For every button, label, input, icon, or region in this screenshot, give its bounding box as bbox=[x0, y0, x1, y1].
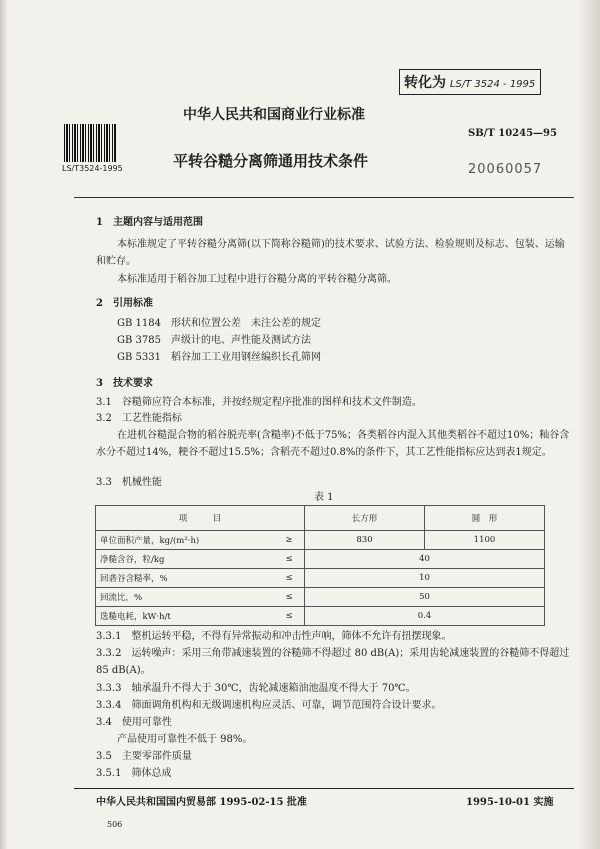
document-title: 平转谷糙分离筛通用技术条件 bbox=[173, 152, 369, 170]
clause-3-3-title: 3.3 机械性能 bbox=[96, 477, 162, 488]
table-row bbox=[96, 569, 545, 588]
scan-right-edge bbox=[578, 0, 600, 849]
serial-number: 20060057 bbox=[468, 162, 543, 177]
row-symbol: ≤ bbox=[274, 550, 305, 569]
page-number: 506 bbox=[107, 820, 123, 829]
clause-3-5-1-title: 3.5.1 筛体总成 bbox=[96, 768, 172, 779]
table-header-row bbox=[96, 506, 545, 531]
row-value: 10 bbox=[305, 569, 545, 588]
clause-3-2-para: 在进机谷糙混合物的稻谷脱壳率(含糙率)不低于75%；各类稻谷内混入其他类稻谷不超过10%；籼谷含水分不超过14%，粳谷不超过15.5%；含稻壳不超过0.8%的条件下，其工艺性能指标应达到表1规定。 bbox=[96, 430, 570, 458]
org-title: 中华人民共和国商业行业标准 bbox=[183, 107, 365, 123]
table-row bbox=[96, 531, 545, 550]
clause-3-4-title: 3.4 使用可靠性 bbox=[96, 717, 172, 728]
row-label: 选糙电耗，kW·h/t bbox=[96, 607, 275, 626]
row-label: 回砻谷含糙率，% bbox=[96, 569, 275, 588]
section-1-title: 1 主题内容与适用范围 bbox=[96, 217, 203, 228]
approval-line: 中华人民共和国国内贸易部 1995-02-15 批准 bbox=[96, 797, 307, 808]
table-row bbox=[96, 588, 545, 607]
clause-3-3-1: 3.3.1 整机运转平稳，不得有异常振动和冲击性声响，筛体不允许有扭摆现象。 bbox=[96, 631, 452, 642]
ref-2: GB 3785 声级计的电、声性能及测试方法 bbox=[117, 335, 311, 346]
table-row bbox=[96, 550, 545, 569]
table-row bbox=[96, 607, 545, 626]
row-symbol: ≤ bbox=[274, 588, 305, 607]
ref-1: GB 1184 形状和位置公差 未注公差的规定 bbox=[117, 318, 321, 329]
clause-3-3-2: 3.3.2 运转噪声：采用三角带减速装置的谷糙筛不得超过 80 dB(A)；采用齿轮减速装置的谷糙筛不得超过 85 dB(A)。 bbox=[96, 648, 570, 676]
clause-3-5-title: 3.5 主要零部件质量 bbox=[96, 751, 192, 762]
implement-date: 1995-10-01 实施 bbox=[466, 797, 554, 808]
table-header-item: 项 目 bbox=[96, 506, 305, 531]
section-1-para-2: 本标准适用于稻谷加工过程中进行谷糙分离的平转谷糙分离筛。 bbox=[117, 274, 397, 285]
barcode-label: LS/T3524-1995 bbox=[62, 164, 123, 173]
barcode bbox=[64, 124, 116, 162]
row-value-rect: 830 bbox=[305, 531, 425, 550]
clause-3-3-4: 3.3.4 筛面调角机构和无级调速机构应灵活、可靠，调节范围符合设计要求。 bbox=[96, 700, 442, 711]
row-value: 50 bbox=[305, 588, 545, 607]
row-symbol: ≤ bbox=[274, 607, 305, 626]
row-label: 净糙含谷，粒/kg bbox=[96, 550, 275, 569]
clause-3-1: 3.1 谷糙筛应符合本标准，并按经规定程序批准的图样和技术文件制造。 bbox=[96, 397, 422, 408]
table-1-title: 表 1 bbox=[314, 492, 334, 503]
row-value: 0.4 bbox=[305, 607, 545, 626]
stamp-main: 转化为 bbox=[404, 75, 446, 91]
row-label: 单位面积产量，kg/(m²·h) bbox=[96, 531, 275, 550]
section-3-title: 3 技术要求 bbox=[96, 378, 153, 389]
section-1-para-1: 本标准规定了平转谷糙分离筛(以下简称谷糙筛)的技术要求、试验方法、检验规则及标志、包装、运输和贮存。 bbox=[96, 239, 565, 267]
table-header-round: 圆 形 bbox=[425, 506, 545, 531]
clause-3-2-title: 3.2 工艺性能指标 bbox=[96, 413, 182, 424]
ref-3: GB 5331 稻谷加工工业用钢丝编织长孔筛网 bbox=[117, 352, 321, 363]
header-rule bbox=[74, 197, 574, 198]
row-label: 回流比，% bbox=[96, 588, 275, 607]
footer-rule bbox=[74, 788, 574, 789]
performance-table bbox=[95, 505, 545, 626]
row-symbol: ≤ bbox=[274, 569, 305, 588]
stamp-code: LS/T 3524 - 1995 bbox=[449, 79, 536, 90]
row-value-round: 1100 bbox=[425, 531, 545, 550]
clause-3-4-para: 产品使用可靠性不低于 98%。 bbox=[117, 734, 253, 745]
row-symbol: ≥ bbox=[274, 531, 305, 550]
conversion-stamp bbox=[399, 69, 541, 95]
section-2-title: 2 引用标准 bbox=[96, 298, 153, 309]
standard-number: SB/T 10245—95 bbox=[468, 128, 557, 139]
clause-3-3-3: 3.3.3 轴承温升不得大于 30℃，齿轮减速箱油池温度不得大于 70℃。 bbox=[96, 683, 416, 694]
table-header-rect: 长方形 bbox=[305, 506, 425, 531]
scan-left-edge bbox=[0, 0, 8, 849]
row-value: 40 bbox=[305, 550, 545, 569]
